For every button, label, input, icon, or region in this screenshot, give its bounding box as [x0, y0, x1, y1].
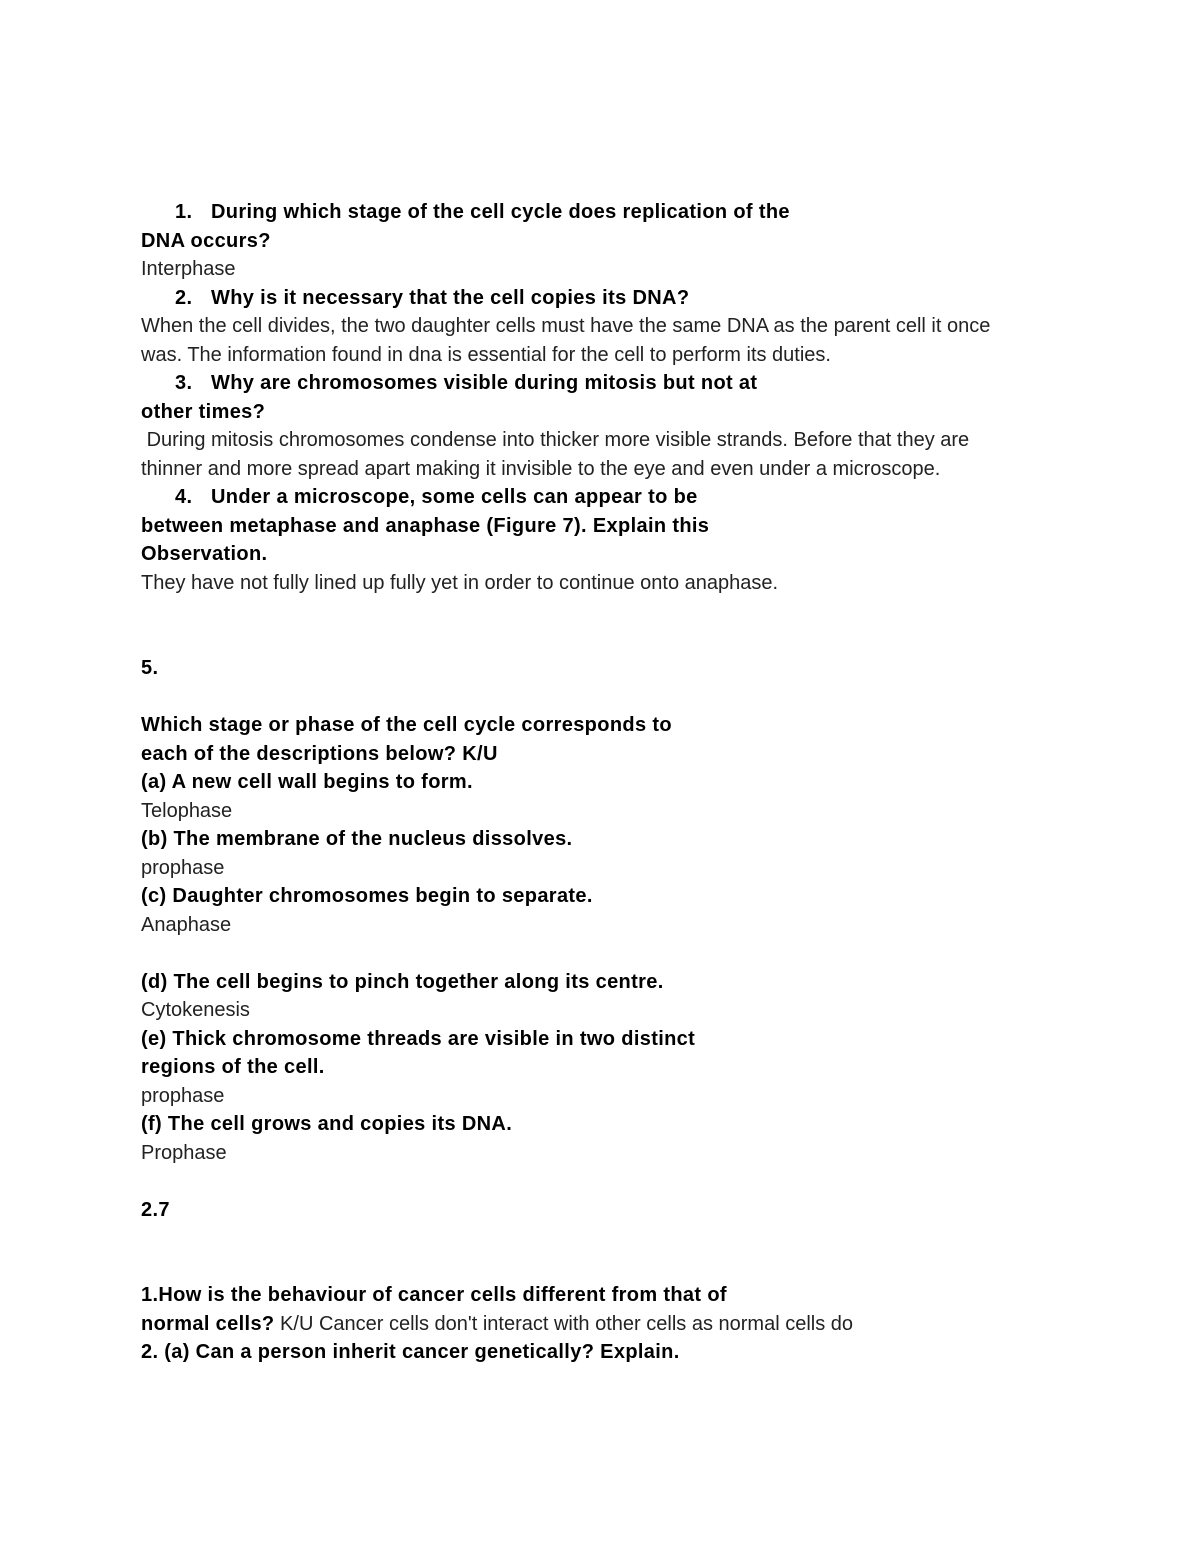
question-text: Why are chromosomes visible during mitosis but not at — [211, 372, 758, 394]
question-2-7-1: 1.How is the behaviour of cancer cells different from that of — [141, 1284, 727, 1306]
question-3-continued: other times? — [141, 400, 266, 423]
question-number: 2. — [175, 286, 193, 309]
answer-2-line-1: When the cell divides, the two daughter cells must have the same DNA as the parent cell it once — [141, 315, 991, 337]
question-text: Under a microscope, some cells can appear to be — [211, 486, 698, 508]
question-5c: (c) Daughter chromosomes begin to separate. — [141, 885, 593, 907]
question-4 — [141, 483, 1101, 512]
question-5-continued: each of the descriptions below? K/U — [141, 742, 498, 765]
question-2-7-1-continued — [141, 1310, 1101, 1339]
question-5e-continued: regions of the cell. — [141, 1056, 325, 1078]
answer-2-line-2: was. The information found in dna is essential for the cell to perform its duties. — [141, 343, 831, 366]
question-5e: (e) Thick chromosome threads are visible in two distinct — [141, 1027, 696, 1050]
question-4-continued: between metaphase and anaphase (Figure 7). Explain this — [141, 514, 710, 537]
question-1 — [141, 198, 1101, 227]
question-text: normal cells? — [141, 1312, 275, 1335]
question-text: Why is it necessary that the cell copies its DNA? — [211, 286, 690, 309]
answer-5f: Prophase — [141, 1141, 227, 1164]
question-5a: (a) A new cell wall begins to form. — [141, 771, 473, 793]
question-2 — [141, 284, 1101, 313]
answer-1: Interphase — [141, 258, 236, 280]
answer-2-7-1: K/U Cancer cells don't interact with other cells as normal cells do — [274, 1312, 854, 1335]
question-5f: (f) The cell grows and copies its DNA. — [141, 1113, 513, 1135]
answer-3-line-1: During mitosis chromosomes condense into thicker more visible strands. Before that they are — [141, 429, 970, 451]
document-body — [141, 198, 1101, 1367]
question-number: 4. — [175, 486, 193, 508]
answer-5a: Telophase — [141, 799, 233, 822]
answer-3-line-2: thinner and more spread apart making it invisible to the eye and even under a microscope. — [141, 457, 941, 480]
section-heading-2-7: 2.7 — [141, 1198, 170, 1221]
question-1-continued: DNA occurs? — [141, 229, 271, 252]
question-number: 3. — [175, 372, 193, 394]
question-5b: (b) The membrane of the nucleus dissolves. — [141, 828, 573, 850]
question-text: During which stage of the cell cycle does replication of the — [211, 201, 790, 223]
question-2-7-2: 2. (a) Can a person inherit cancer genetically? Explain. — [141, 1341, 680, 1363]
question-number: 1. — [175, 201, 193, 223]
section-heading-5: 5. — [141, 657, 159, 679]
answer-5d: Cytokenesis — [141, 999, 250, 1021]
answer-5b: prophase — [141, 856, 225, 879]
question-3 — [141, 369, 1101, 398]
answer-4: They have not fully lined up fully yet in order to continue onto anaphase. — [141, 571, 779, 594]
question-5d: (d) The cell begins to pinch together along its centre. — [141, 970, 664, 993]
question-4-continued-2: Observation. — [141, 543, 268, 565]
answer-5e: prophase — [141, 1084, 225, 1107]
answer-5c: Anaphase — [141, 913, 232, 936]
question-5: Which stage or phase of the cell cycle corresponds to — [141, 714, 672, 736]
